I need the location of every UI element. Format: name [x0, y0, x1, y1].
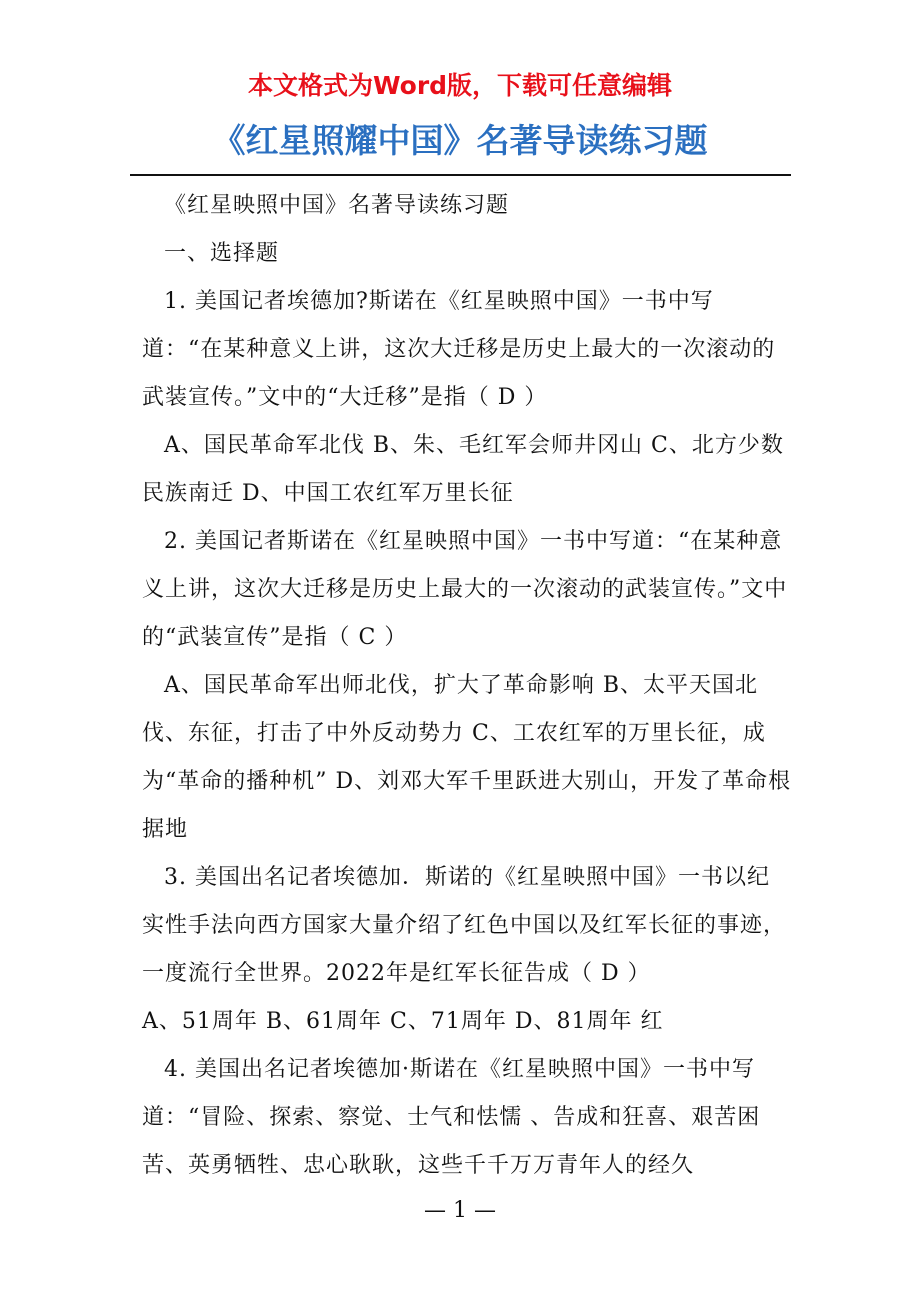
question-2-stem: 2. 美国记者斯诺在《红星映照中国》一书中写道：“在某种意义上讲，这次大迁移是历史上最大的一次滚动的武装宣传。”文中的“武装宣传”是指（ C ）: [142, 529, 788, 650]
question-1-stem: 1. 美国记者埃德加?斯诺在《红星映照中国》一书中写道：“在某种意义上讲，这次大迁移是历史上最大的一次滚动的武装宣传。”文中的“大迁移”是指（ D ）: [142, 289, 776, 410]
document-body: [142, 182, 792, 1190]
title-divider: [130, 174, 791, 176]
document-title: 《红星照耀中国》名著导读练习题: [212, 121, 708, 160]
format-notice: 本文格式为Word版，下载可任意编辑: [247, 71, 673, 100]
question-1-options: A、国民革命军北伐 B、朱、毛红军会师井冈山 C、北方少数民族南迁 D、中国工农红军万里长征: [142, 433, 784, 506]
page-number: — 1 —: [424, 1198, 496, 1223]
question-4-stem: 4. 美国出名记者埃德加·斯诺在《红星映照中国》一书中写道：“冒险、探索、察觉、士气和怯懦 、告成和狂喜、艰苦困苦、英勇牺牲、忠心耿耿，这些千千万万青年人的经久: [142, 1057, 761, 1178]
question-3-stem: 3. 美国出名记者埃德加．斯诺的《红星映照中国》一书以纪实性手法向西方国家大量介绍了红色中国以及红军长征的事迹，一度流行全世界。2022年是红军长征告成（ D ）: [142, 865, 787, 986]
question-3-options: A、51周年 B、61周年 C、71周年 D、81周年 红: [142, 1009, 664, 1034]
subtitle: 《红星映照中国》名著导读练习题: [164, 193, 510, 218]
question-2-options: A、国民革命军出师北伐，扩大了革命影响 B、太平天国北伐、东征，打击了中外反动势力 C、工农红军的万里长征，成为“革命的播种机” D、刘邓大军千里跃进大别山，开发了革命根据地: [142, 673, 792, 842]
section-heading: 一、选择题: [164, 241, 280, 266]
